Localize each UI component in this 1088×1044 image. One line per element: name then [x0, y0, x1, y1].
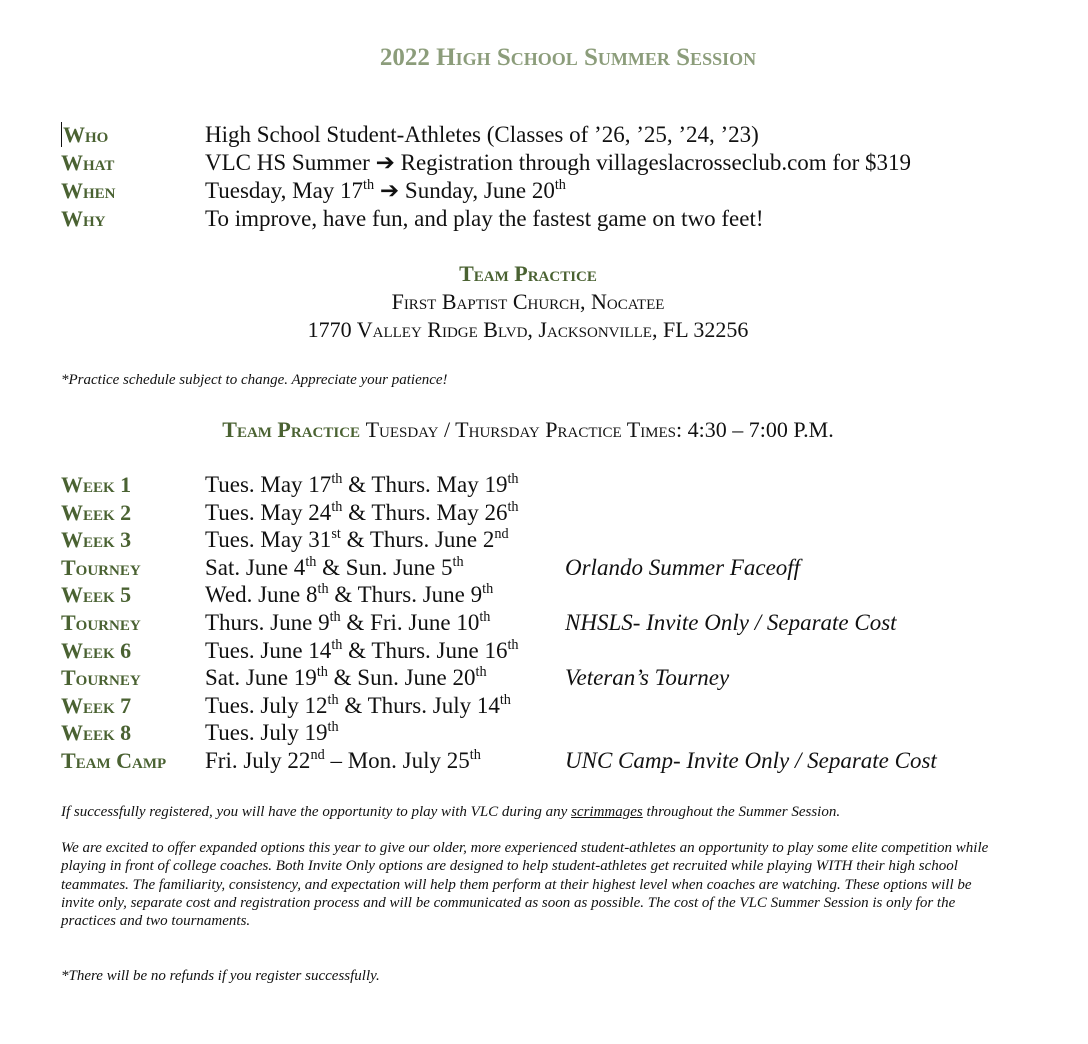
- date-separator: &: [340, 609, 371, 635]
- practice-times: [0, 417, 1056, 443]
- date-text: Tues. May 24: [205, 499, 332, 525]
- info-label: When: [61, 178, 116, 203]
- schedule-table: [61, 472, 937, 776]
- schedule-dates: [205, 472, 565, 498]
- date-suffix: th: [363, 177, 375, 194]
- date-separator: &: [342, 637, 372, 663]
- info-value: To improve, have fun, and play the fastest game on two feet!: [205, 206, 764, 231]
- schedule-week-label: Tourney: [61, 609, 141, 635]
- event-info: [61, 122, 911, 234]
- date-separator: &: [342, 472, 372, 497]
- schedule-week-label: Week 2: [61, 499, 132, 525]
- scrimmage-note-text: If successfully registered, you will have the opportunity to play with VLC during any: [61, 804, 572, 820]
- schedule-note: *Practice schedule subject to change. Appreciate your patience!: [61, 372, 448, 388]
- practice-times-text: Tuesday / Thursday Practice Times:: [365, 417, 683, 442]
- schedule-dates: [205, 582, 565, 608]
- practice-times-value: 4:30 – 7:00 P.M.: [687, 417, 834, 442]
- date-text: Fri. June 10: [370, 609, 480, 635]
- practice-times-label: Team Practice: [222, 417, 361, 442]
- schedule-row: [61, 638, 937, 666]
- schedule-row: [61, 693, 937, 721]
- date-text: Tues. June 14: [205, 637, 332, 663]
- schedule-event: UNC Camp- Invite Only / Separate Cost: [565, 747, 937, 773]
- date-text: Sunday, June 20: [404, 178, 555, 203]
- schedule-dates: [205, 555, 565, 581]
- schedule-dates: [205, 665, 565, 691]
- date-text: Thurs. May 26: [371, 499, 508, 525]
- date-suffix: th: [452, 553, 464, 570]
- date-text: Tues. July 19: [205, 720, 328, 746]
- date-text: Thurs. June 9: [357, 582, 483, 608]
- schedule-dates: [205, 500, 565, 526]
- date-text: Thurs. May 19: [371, 472, 508, 497]
- date-text: Tues. May 31: [205, 527, 332, 553]
- info-label-text: Who: [63, 122, 109, 147]
- date-suffix: th: [499, 691, 511, 708]
- schedule-row: [61, 582, 937, 610]
- schedule-row: [61, 527, 937, 555]
- info-label: [61, 122, 205, 148]
- date-text: Tuesday, May 17: [205, 178, 364, 203]
- location-place: First Baptist Church, Nocatee: [391, 289, 665, 314]
- info-value: High School Student-Athletes (Classes of ’26, ’25, ’24, ’23): [205, 122, 759, 147]
- date-suffix: th: [507, 636, 519, 653]
- schedule-row: [61, 610, 937, 638]
- scrimmage-note-text: throughout the Summer Session.: [642, 804, 841, 820]
- info-row-when: [61, 178, 911, 206]
- location-address: 1770 Valley Ridge Blvd, Jacksonville, FL 32256: [307, 317, 749, 342]
- page-title: 2022 High School Summer Session: [379, 44, 757, 71]
- schedule-row: [61, 500, 937, 528]
- info-row-why: [61, 206, 911, 234]
- schedule-week-label: Week 8: [61, 720, 132, 746]
- date-separator: –: [324, 747, 348, 773]
- date-separator: &: [328, 582, 358, 608]
- date-text: Sun. June 20: [357, 665, 476, 691]
- scrimmage-note: [61, 803, 1001, 821]
- schedule-row: [61, 665, 937, 693]
- date-text: Mon. July 25: [347, 747, 470, 773]
- date-suffix: th: [317, 581, 329, 598]
- schedule-week-label: Tourney: [61, 665, 141, 691]
- info-label: What: [61, 150, 115, 175]
- date-text: Sat. June 4: [205, 554, 306, 580]
- date-suffix: th: [507, 498, 519, 515]
- date-suffix: th: [554, 177, 566, 194]
- date-text: Sun. June 5: [345, 554, 453, 580]
- arrow-icon: ➔: [379, 178, 400, 203]
- date-separator: &: [340, 527, 370, 553]
- arrow-icon: ➔: [375, 150, 395, 175]
- info-value: [205, 178, 566, 204]
- schedule-dates: [205, 610, 565, 636]
- info-value: [205, 150, 911, 176]
- invite-options-paragraph: We are excited to offer expanded options this year to give our older, more experienced student-athletes an opportunity to play some elite competition while playing in front of college coaches. Both Invite Only options are designed to help student-athletes get recruited while playing WITH their high school teammates. The familiarity, consistency, and expectation will help them perform at their highest level when coaches are watching. These options will be invite only, separate cost and registration process and will be communicated as soon as possible. The cost of the VLC Summer Session is only for the practices and two tournaments.: [61, 840, 989, 930]
- info-value-part: Registration through villageslacrosseclub.com for $319: [400, 150, 911, 175]
- date-text: Thurs. July 14: [367, 692, 500, 718]
- date-suffix: th: [327, 691, 339, 708]
- date-suffix: th: [507, 471, 519, 488]
- date-text: Sat. June 19: [205, 665, 317, 691]
- schedule-dates: [205, 693, 565, 719]
- schedule-week-label: Week 7: [61, 692, 132, 718]
- date-suffix: st: [331, 526, 341, 543]
- info-label: Why: [61, 206, 106, 231]
- date-suffix: th: [331, 471, 343, 488]
- schedule-event: NHSLS- Invite Only / Separate Cost: [565, 609, 897, 635]
- refund-note: *There will be no refunds if you register successfully.: [61, 968, 380, 984]
- date-suffix: th: [329, 609, 341, 626]
- scrimmages-link: scrimmages: [571, 804, 643, 820]
- date-text: Fri. July 22: [205, 747, 311, 773]
- date-suffix: th: [305, 553, 317, 570]
- date-text: Wed. June 8: [205, 582, 318, 608]
- schedule-week-label: Week 5: [61, 582, 132, 608]
- schedule-event: Veteran’s Tourney: [565, 665, 730, 691]
- info-value-part: VLC HS Summer: [205, 150, 370, 175]
- date-text: Thurs. June 16: [371, 637, 508, 663]
- date-suffix: th: [482, 581, 494, 598]
- date-suffix: th: [469, 747, 481, 764]
- date-separator: &: [327, 665, 358, 691]
- schedule-week-label: Tourney: [61, 554, 141, 580]
- date-suffix: th: [327, 719, 339, 736]
- info-row-who: [61, 122, 911, 150]
- schedule-week-label: Team Camp: [61, 747, 167, 773]
- date-suffix: nd: [494, 526, 509, 543]
- schedule-week-label: Week 6: [61, 637, 132, 663]
- date-suffix: th: [475, 664, 487, 681]
- date-suffix: th: [479, 609, 491, 626]
- schedule-week-label: Week 1: [61, 472, 132, 497]
- schedule-event: Orlando Summer Faceoff: [565, 554, 801, 580]
- date-text: Thurs. June 2: [369, 527, 495, 553]
- date-separator: &: [316, 554, 346, 580]
- schedule-dates: [205, 638, 565, 664]
- schedule-row: [61, 720, 937, 748]
- info-row-what: [61, 150, 911, 178]
- schedule-dates: [205, 720, 565, 746]
- date-suffix: th: [316, 664, 328, 681]
- date-separator: &: [342, 499, 372, 525]
- schedule-row: [61, 748, 937, 776]
- date-text: Tues. May 17: [205, 472, 332, 497]
- date-suffix: nd: [310, 747, 325, 764]
- schedule-dates: [205, 527, 565, 553]
- location-heading: Team Practice: [459, 261, 597, 286]
- schedule-row: [61, 555, 937, 583]
- date-suffix: th: [331, 636, 343, 653]
- schedule-dates: [205, 748, 565, 774]
- schedule-row: [61, 472, 937, 500]
- date-separator: &: [338, 692, 368, 718]
- text-cursor: [61, 122, 62, 147]
- schedule-week-label: Week 3: [61, 527, 132, 553]
- date-suffix: th: [331, 498, 343, 515]
- date-text: Thurs. June 9: [205, 609, 330, 635]
- date-text: Tues. July 12: [205, 692, 328, 718]
